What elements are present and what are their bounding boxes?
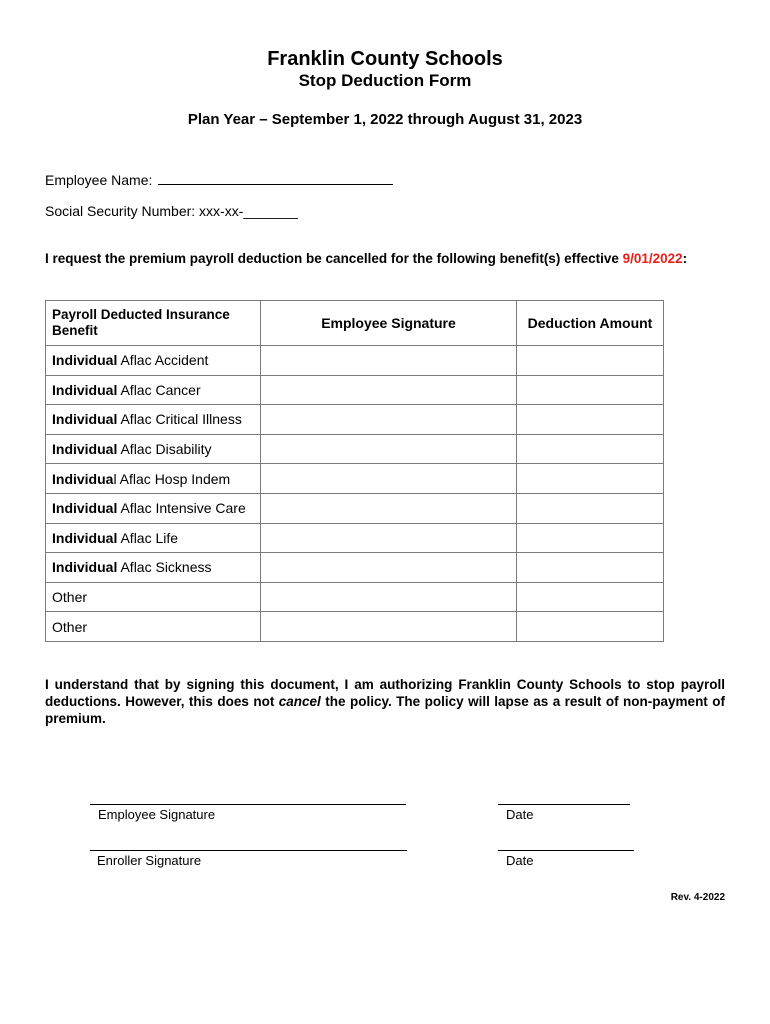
- header-deduction-amount: Deduction Amount: [517, 301, 664, 346]
- deduction-amount-cell[interactable]: [517, 523, 664, 553]
- benefit-name: Aflac Critical Illness: [117, 411, 242, 428]
- table-header-row: [46, 301, 664, 346]
- request-suffix: :: [682, 251, 688, 266]
- school-name: Franklin County Schools: [267, 48, 503, 70]
- benefit-name: Aflac Life: [117, 529, 179, 546]
- table-row: [46, 405, 664, 435]
- benefit-cell: [46, 405, 261, 435]
- authorization-part1: I understand that by signing this document, I am authorizing Franklin County Schools to stop payroll deductions. However, this does not: [45, 677, 725, 709]
- benefit-name: Aflac Accident: [117, 352, 209, 369]
- benefit-name: Aflac Cancer: [117, 381, 201, 398]
- deduction-amount-cell[interactable]: [517, 493, 664, 523]
- benefit-prefix: Individual: [52, 441, 118, 458]
- benefit-prefix: Individual: [52, 381, 118, 398]
- table-row: [46, 612, 664, 642]
- date-line-2[interactable]: [498, 850, 634, 851]
- enroller-signature-label: Enroller Signature: [97, 853, 202, 868]
- form-title: Stop Deduction Form: [298, 71, 472, 90]
- deduction-table: [45, 300, 664, 642]
- benefit-prefix: Individual: [52, 411, 118, 428]
- employee-name-label: Employee Name:: [45, 172, 153, 188]
- enroller-signature-line[interactable]: [90, 850, 407, 851]
- employee-signature-cell[interactable]: [261, 464, 517, 494]
- authorization-part2: the policy. The policy will lapse as a result of non-payment of premium.: [45, 694, 725, 726]
- benefit-cell: [46, 346, 261, 376]
- benefit-name: Aflac Disability: [117, 441, 212, 458]
- employee-signature-line[interactable]: [90, 804, 406, 805]
- employee-signature-cell[interactable]: [261, 523, 517, 553]
- benefit-prefix: Individual: [52, 559, 118, 576]
- table-row: [46, 434, 664, 464]
- benefit-cell: [46, 523, 261, 553]
- deduction-amount-cell[interactable]: [517, 346, 664, 376]
- benefit-name: Other: [52, 589, 88, 606]
- table-row: [46, 375, 664, 405]
- employee-signature-cell[interactable]: [261, 612, 517, 642]
- revision-label: Rev. 4-2022: [670, 892, 725, 903]
- employee-signature-cell[interactable]: [261, 405, 517, 435]
- benefit-cell: [46, 553, 261, 583]
- deduction-amount-cell[interactable]: [517, 434, 664, 464]
- benefit-cell: [46, 375, 261, 405]
- employee-signature-cell[interactable]: [261, 375, 517, 405]
- plan-year: Plan Year – September 1, 2022 through August 31, 2023: [187, 111, 583, 128]
- authorization-statement: [45, 676, 725, 727]
- authorization-emphasis: cancel: [278, 694, 321, 709]
- benefit-name: l Aflac Hosp Indem: [113, 470, 231, 487]
- table-row: [46, 582, 664, 612]
- deduction-amount-cell[interactable]: [517, 375, 664, 405]
- deduction-amount-cell[interactable]: [517, 553, 664, 583]
- employee-name-field[interactable]: [158, 170, 393, 185]
- header-benefit: Payroll Deducted Insurance Benefit: [46, 301, 261, 346]
- header-employee-signature: Employee Signature: [261, 301, 517, 346]
- date-label-1: Date: [506, 807, 534, 822]
- employee-signature-cell[interactable]: [261, 434, 517, 464]
- employee-signature-cell[interactable]: [261, 553, 517, 583]
- employee-name-row: [45, 170, 393, 188]
- table-row: [46, 464, 664, 494]
- benefit-cell: [46, 493, 261, 523]
- table-row: [46, 523, 664, 553]
- effective-date: 9/01/2022: [622, 251, 683, 266]
- benefit-name: Other: [52, 618, 88, 635]
- benefit-cell: [46, 464, 261, 494]
- request-text: I request the premium payroll deduction be cancelled for the following benefit(s) effective: [45, 251, 623, 266]
- benefit-name: Aflac Sickness: [117, 559, 212, 576]
- benefit-prefix: Individual: [52, 529, 118, 546]
- benefit-cell: [46, 612, 261, 642]
- table-row: [46, 346, 664, 376]
- table-row: [46, 493, 664, 523]
- employee-signature-cell[interactable]: [261, 493, 517, 523]
- request-statement: [45, 251, 687, 266]
- deduction-amount-cell[interactable]: [517, 612, 664, 642]
- benefit-name: Aflac Intensive Care: [117, 500, 246, 517]
- employee-signature-label: Employee Signature: [98, 807, 216, 822]
- benefit-prefix: Individual: [52, 352, 118, 369]
- employee-signature-cell[interactable]: [261, 582, 517, 612]
- table-row: [46, 553, 664, 583]
- date-line-1[interactable]: [498, 804, 630, 805]
- benefit-cell: [46, 582, 261, 612]
- date-label-2: Date: [506, 853, 534, 868]
- deduction-amount-cell[interactable]: [517, 582, 664, 612]
- benefit-prefix: Individua: [52, 470, 114, 487]
- ssn-field[interactable]: Social Security Number: xxx-xx-_______: [45, 203, 298, 219]
- employee-signature-cell[interactable]: [261, 346, 517, 376]
- deduction-amount-cell[interactable]: [517, 464, 664, 494]
- benefit-prefix: Individual: [52, 500, 118, 517]
- deduction-amount-cell[interactable]: [517, 405, 664, 435]
- benefit-cell: [46, 434, 261, 464]
